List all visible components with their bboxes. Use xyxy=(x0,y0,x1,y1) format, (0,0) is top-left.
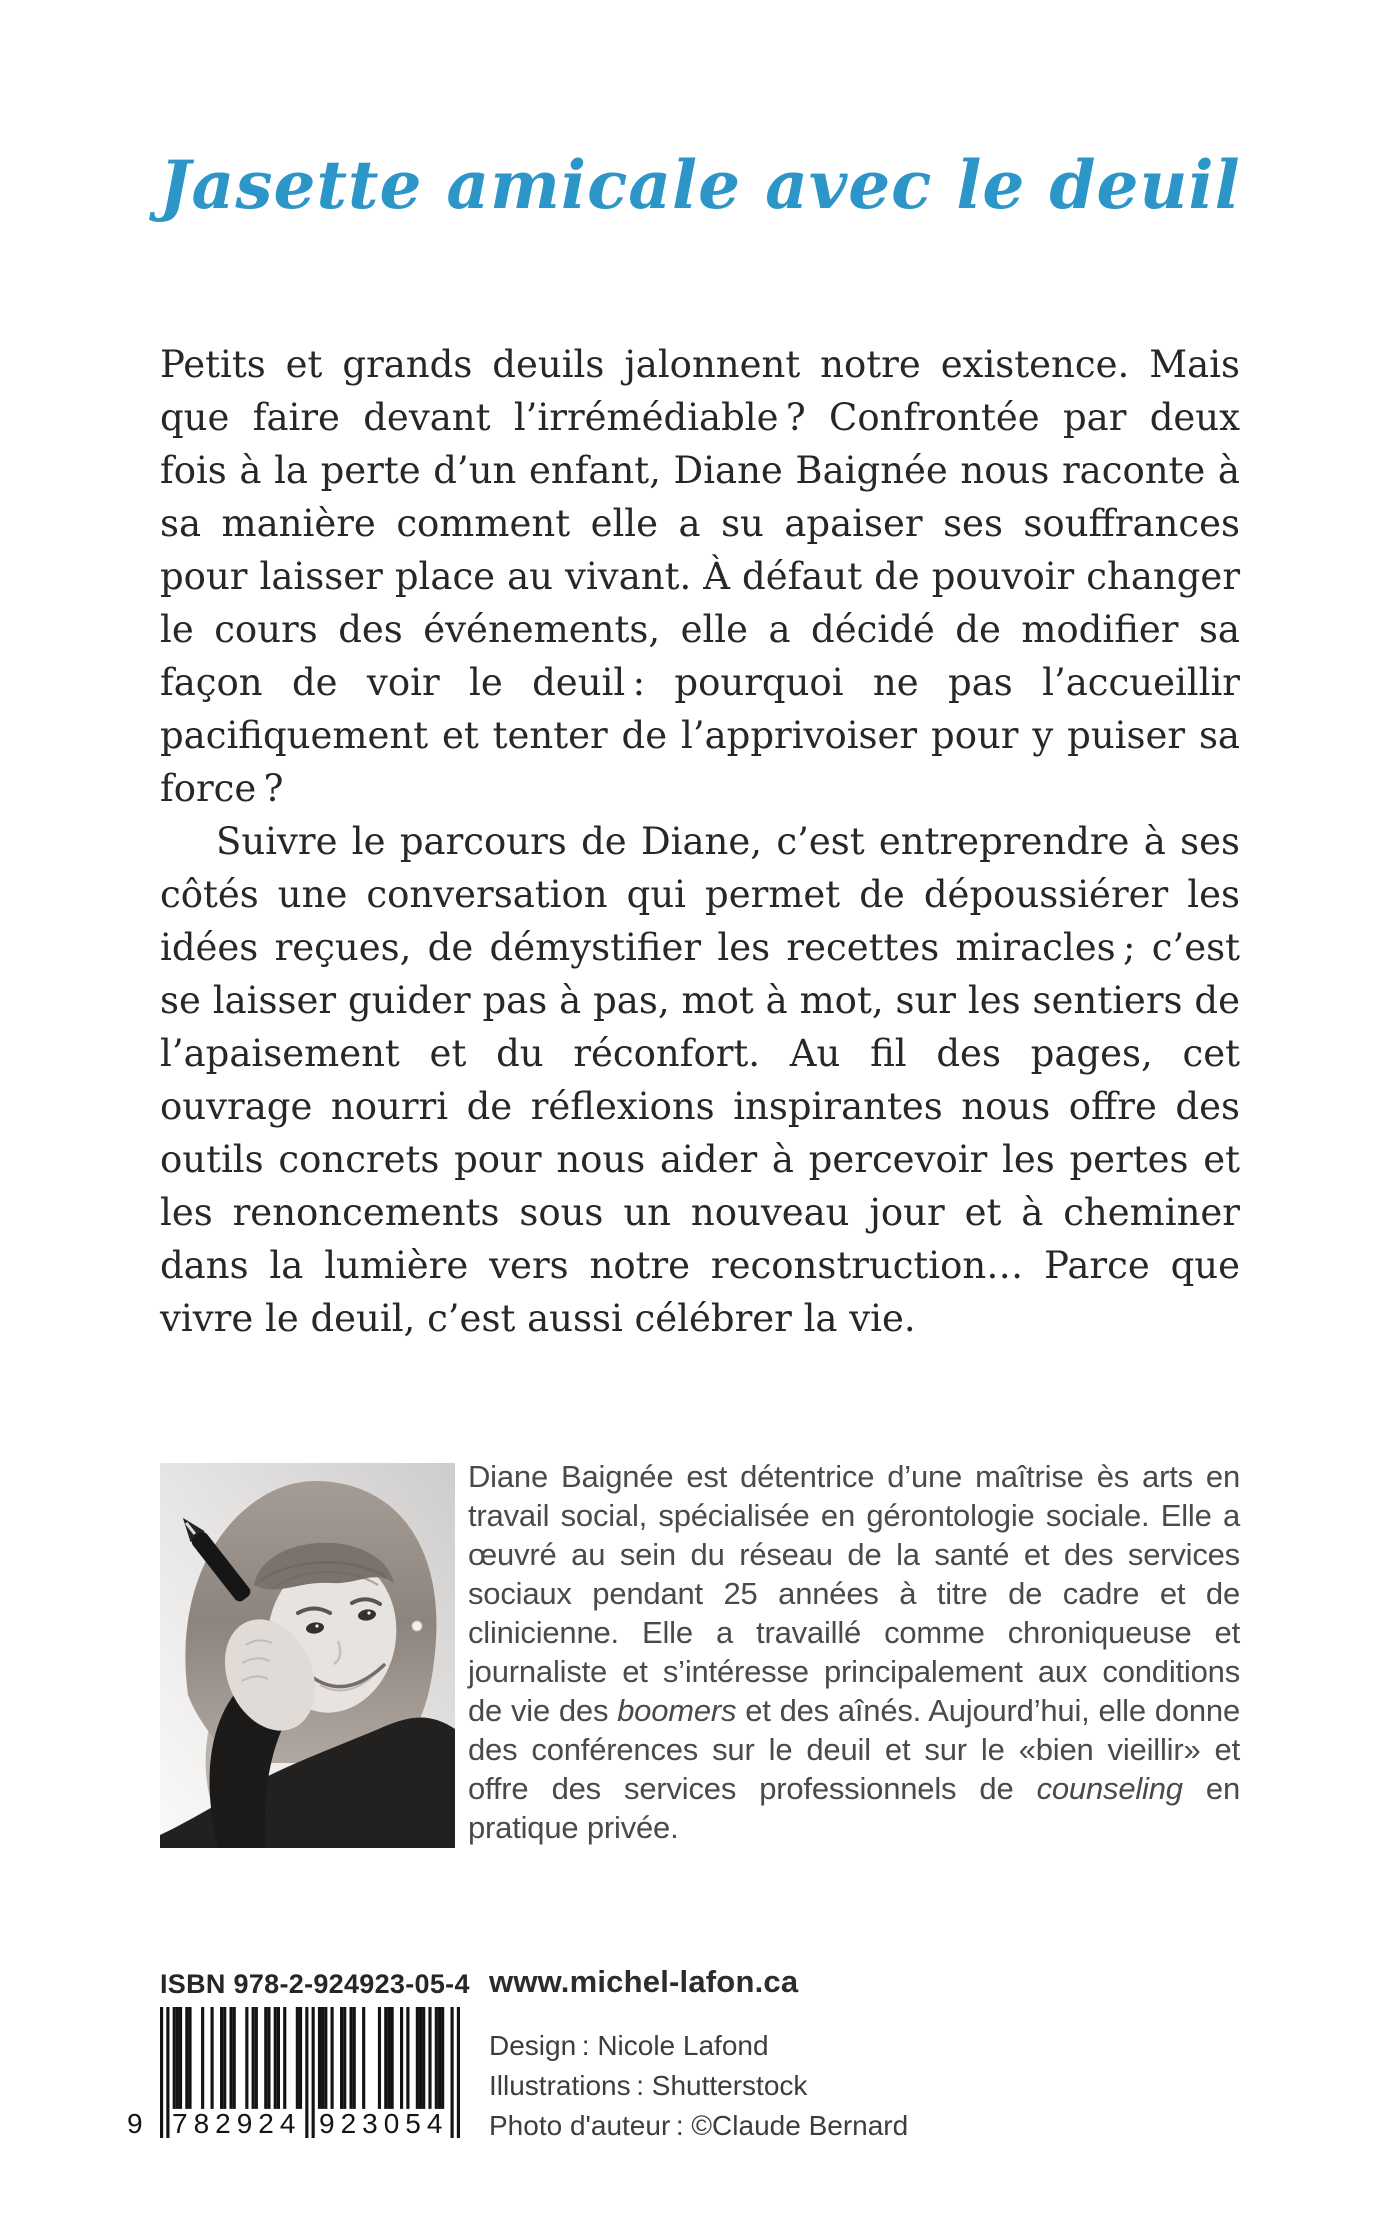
isbn-label: ISBN 978-2-924923-05-4 xyxy=(160,1969,470,1999)
author-photo xyxy=(160,1463,455,1848)
bio-italic-boomers: boomers xyxy=(617,1693,737,1728)
bio-text-part-3: en pratique privée. xyxy=(468,1771,1241,1845)
book-title: Jasette amicale avec le deuil xyxy=(159,146,1241,224)
bio-text-part-1: Diane Baignée est détentrice d’une maîtrise ès arts en travail social, spécialisée en gérontologie sociale. Elle a œuvré au sein du réseau de la santé et des services sociaux pendant 25 années à titre de cadre et de clinicienne. Elle a travaillé comme chroniqueuse et journaliste et s’intéresse principalement aux conditions de vie des xyxy=(468,1459,1240,1728)
author-portrait-image xyxy=(160,1463,455,1848)
bio-italic-counseling: counseling xyxy=(1036,1771,1183,1806)
author-bio xyxy=(468,1457,1240,1847)
credit-design: Design : Nicole Lafond xyxy=(489,2030,769,2061)
barcode-digit-lead: 9 xyxy=(127,2108,143,2139)
website-url: www.michel-lafon.ca xyxy=(489,1964,799,1999)
credits-block xyxy=(489,2026,908,2146)
credit-illustrations: Illustrations : Shutterstock xyxy=(489,2070,808,2101)
synopsis xyxy=(160,338,1240,1345)
synopsis-paragraph-1: Petits et grands deuils jalonnent notre existence. Mais que faire devant l’irrémédiable ? Confrontée par deux fois à la perte d’un enfant, Diane Baignée nous raconte à sa manière comment elle a su apaiser ses souffrances pour laisser place au vivant. À défaut de pouvoir changer le cours des événements, elle a décidé de modifier sa façon de voir le deuil : pourquoi ne pas l’accueillir pacifiquement et tenter de l’apprivoiser pour y puiser sa force ? xyxy=(160,343,1240,810)
credit-photo: Photo d'auteur : ©Claude Bernard xyxy=(489,2110,909,2141)
barcode xyxy=(127,2007,460,2143)
barcode-digits-left: 782924 xyxy=(172,2108,302,2139)
barcode-digits-right: 923054 xyxy=(319,2108,449,2139)
synopsis-paragraph-2: Suivre le parcours de Diane, c’est entreprendre à ses côtés une conversation qui permet de dépoussiérer les idées reçues, de démystifier les recettes miracles ; c’est se laisser guider pas à pas, mot à mot, sur les sentiers de l’apaisement et du réconfort. Au fil des pages, cet ouvrage nourri de réflexions inspirantes nous offre des outils concrets pour nous aider à percevoir les pertes et les renoncements sous un nouveau jour et à cheminer dans la lumière vers notre reconstruction… Parce que vivre le deuil, c’est aussi célébrer la vie. xyxy=(160,820,1240,1340)
bio-text-part-2: et des aînés. Aujourd’hui, elle donne des conférences sur le deuil et sur le «bien vieillir» et offre des services professionnels de xyxy=(468,1693,1240,1806)
